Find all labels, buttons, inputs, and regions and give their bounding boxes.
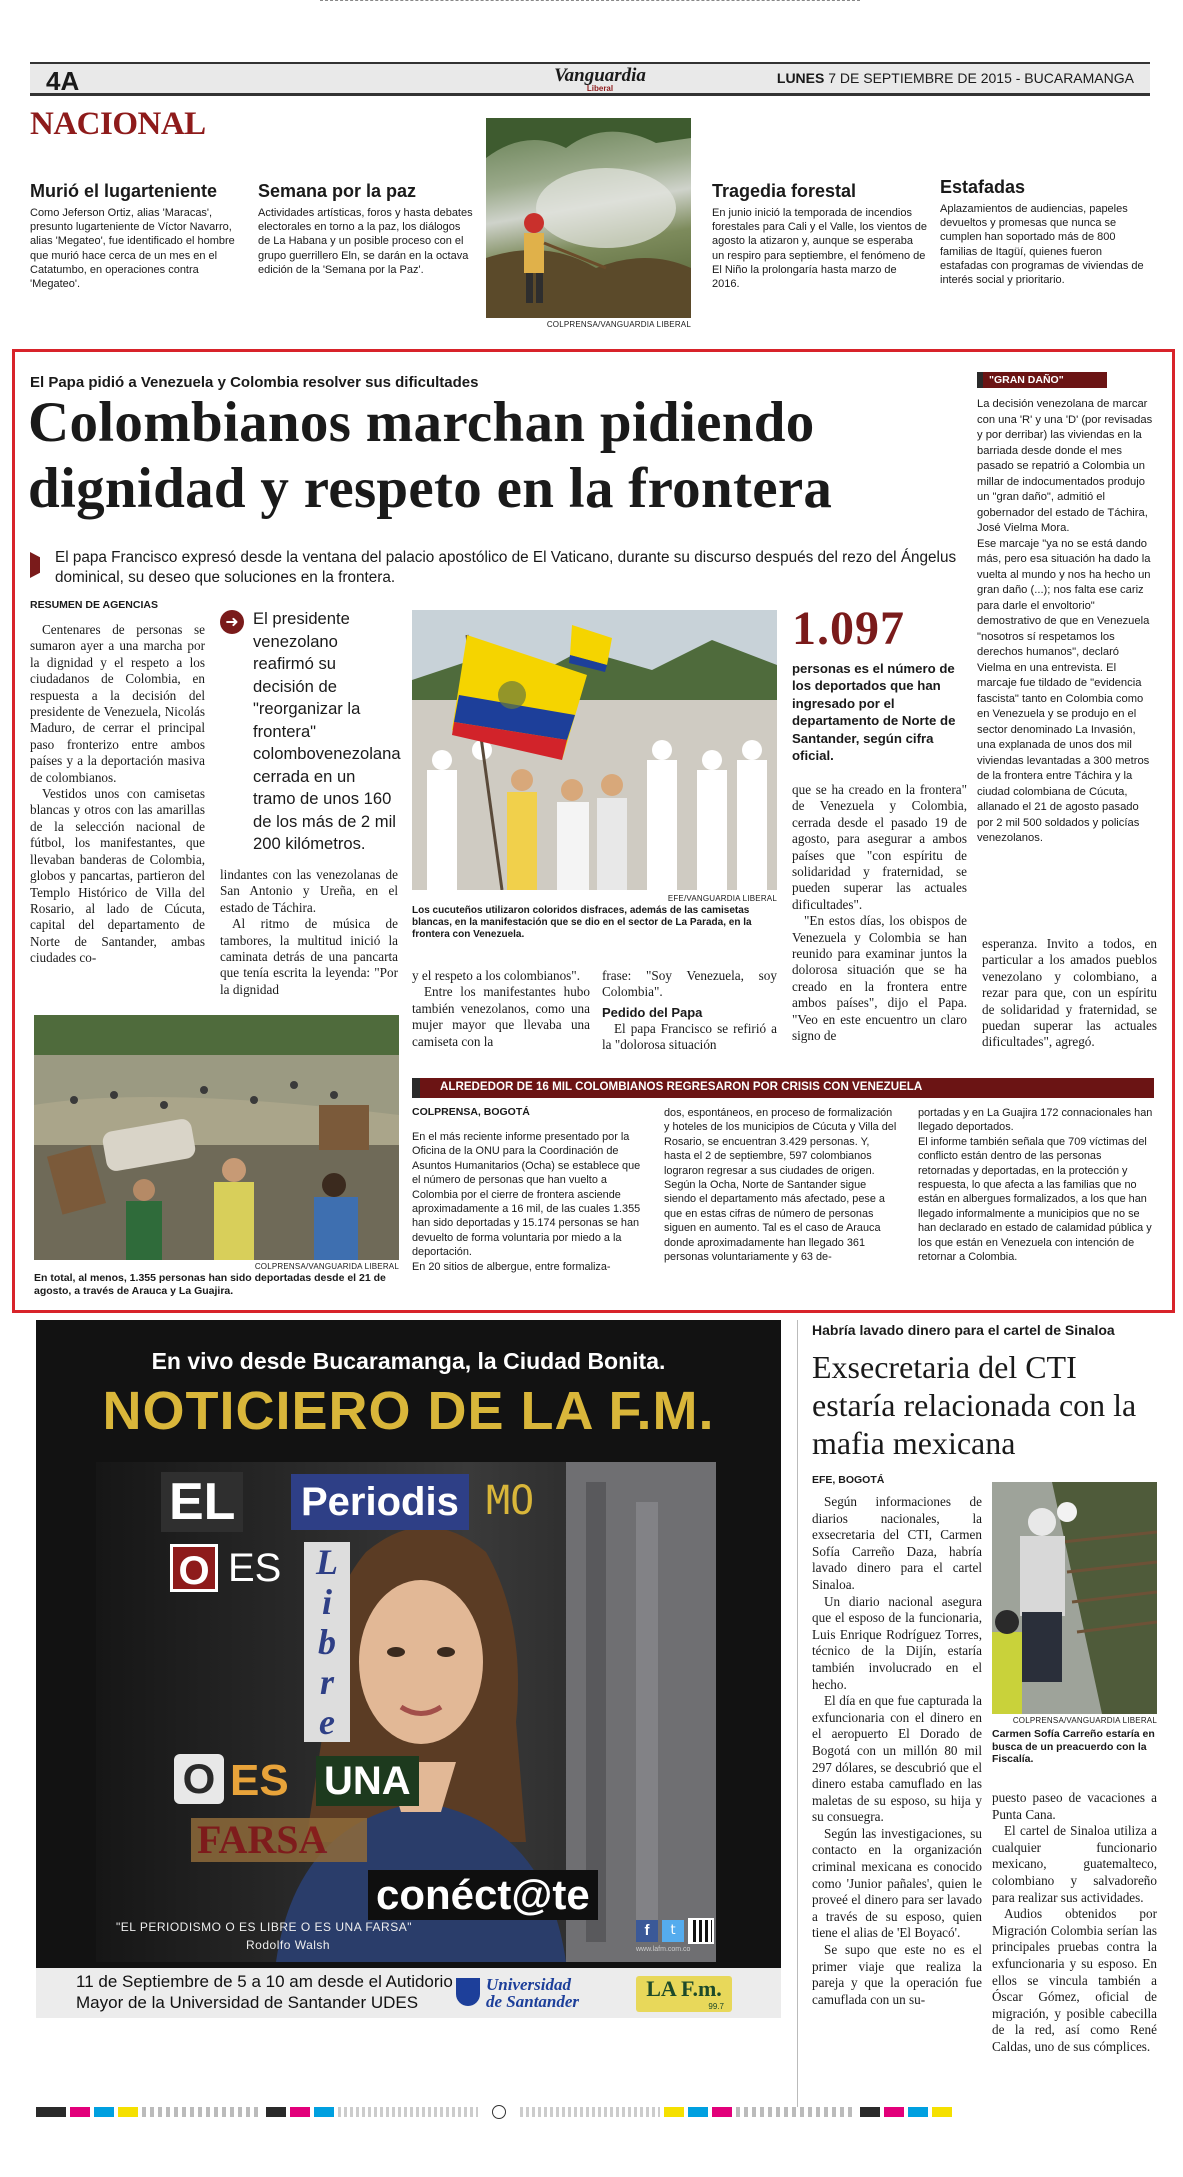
page-header: [30, 62, 1150, 96]
box-banner-text: ALREDEDOR DE 16 MIL COLOMBIANOS REGRESARON POR CRISIS CON VENEZUELA: [440, 1080, 923, 1093]
right-paragraph: Un diario nacional asegura que el esposo de la funcionaria, Luis Enrique Rodríguez Torres, técnico de la Dijín, estaría también involucrado en el hecho.: [812, 1593, 982, 1692]
box-paragraph: Según la Ocha, Norte de Santander sigue siendo el departamento más afectado, pese a que en estas cifras de número de personas siguen en aumento. Tal es el caso de Arauca donde aproximadamente han llegado 361 personas voluntariamente y 63 de-: [664, 1179, 885, 1264]
ad-word-una: UNA: [316, 1756, 419, 1806]
brief-1: [30, 180, 245, 291]
ad-event-line-2: Mayor de la Universidad de Santander UDES: [76, 1993, 419, 2012]
right-headline: Exsecretaria del CTI estaría relacionada con la mafia mexicana: [812, 1349, 1137, 1461]
sidebar-label: "GRAN DAÑO": [977, 372, 1107, 388]
box-column-2: [664, 1106, 899, 1264]
main-column-6: [982, 936, 1157, 1051]
brief-2: [258, 180, 473, 277]
issue-weekday: LUNES: [776, 70, 825, 86]
udes-shield-icon: [456, 1978, 480, 2006]
main-paragraph: Vestidos unos con camisetas blancas y otros con las amarillas de la selección nacional de fútbol, los manifestantes, que llevaban banderas de Colombia, globos y pancartas, partieron del Templo Histórico de Villa del Rosario, al lado de Cúcuta, capital del departamento de Norte de Santander, ambas ciudades co-: [30, 786, 205, 966]
issue-date: [777, 70, 1134, 86]
ad-word-es: ES: [228, 1546, 282, 1590]
ad-word-conectate: conéct@te: [368, 1870, 598, 1920]
ad-word-periodis: Periodis: [291, 1474, 469, 1530]
brief-title: Tragedia forestal: [712, 181, 857, 201]
logo-main: Vanguardia: [554, 65, 646, 86]
udes-logo: [456, 1976, 579, 2010]
registration-target-icon: [492, 2105, 506, 2119]
main-column-3: [412, 968, 590, 1050]
main-paragraph: Al ritmo de música de tambores, la multitud inició la caminata detrás de una pancarta que tenía escrita la leyenda: "Por la dignidad: [220, 916, 398, 997]
box-byline: COLPRENSA, BOGOTÁ: [412, 1106, 530, 1118]
main-column-5: [792, 782, 967, 1045]
qr-code-icon[interactable]: [688, 1918, 714, 1944]
headline-line-2: dignidad y respeto en la frontera: [28, 457, 833, 520]
main-kicker: El Papa pidió a Venezuela y Colombia resolver sus dificultades: [30, 374, 479, 391]
pullquote-text: El presidente venezolano reafirmó su decisión de "reorganizar la frontera" colombovenezolana cerrada en un tramo de unos 160 de los más de 2 mil 200 kilómetros.: [253, 609, 401, 853]
right-paragraph: El cartel de Sinaloa utiliza a cualquier funcionario mexicano, guatemalteco, colombiano y salvadoreño para realizar sus actividades.: [992, 1823, 1157, 1905]
forest-fire-illustration: [486, 118, 691, 318]
right-paragraph: Según las investigaciones, su contacto en la organización criminal mexicana es conocido como 'Junior pañales', quien le proveé el dinero para ser lavado a través de su esposo, quien tiene el alias de 'El Boyacó'.: [812, 1825, 982, 1941]
right-column-1: [812, 1494, 982, 2008]
sidebar-paragraph: La decisión venezolana de marcar con una 'R' y una 'D' (por revisadas y por derribar) las viviendas en la barriada desde donde el mes pasado se repatrió a Colombia un millar de indocumentados produjo un "gran daño", admitió el gobernador del estado de Táchira, José Vielma Mora.: [977, 398, 1153, 534]
main-byline: RESUMEN DE AGENCIAS: [30, 599, 158, 611]
forest-fire-photo: [486, 118, 691, 318]
ad-event-panel: [36, 1968, 781, 2018]
main-paragraph: frase: "Soy Venezuela, soy Colombia".: [602, 968, 777, 1000]
right-byline: EFE, BOGOTÁ: [812, 1474, 885, 1486]
main-paragraph: Entre los manifestantes hubo también venezolanos, como una mujer mayor que llevaba una camiseta con la: [412, 984, 590, 1049]
arrow-right-icon: ➜: [220, 610, 244, 634]
ad-quote: "EL PERIODISMO O ES LIBRE O ES UNA FARSA": [116, 1920, 412, 1934]
registration-marks-top: [320, 0, 860, 4]
libre-letter: i: [321, 1582, 332, 1622]
facebook-icon[interactable]: f: [636, 1920, 658, 1942]
ad-title: NOTICIERO DE LA F.M.: [102, 1381, 715, 1441]
main-headline: [28, 390, 978, 522]
brief-body: Como Jeferson Ortiz, alias 'Maracas', presunto lugarteniente de Víctor Navarro, alias 'Megateo', fue identificado el hombre que murió hace cerca de un mes en el Catatumbo, en operaciones contra 'Megateo'.: [30, 207, 235, 291]
ad-word-o2: O: [174, 1754, 224, 1804]
headline-line-1: Colombianos marchan pidiendo: [28, 391, 815, 454]
right-paragraph: El día en que fue capturada la exfuncionaria con el dinero en el aeropuerto El Dorado de Bogotá con un millón 80 mil 297 dólares, se descubrió que el dinero estaba camuflado en las maletas de su esposo, su hija y su consuegra.: [812, 1693, 982, 1825]
libre-letter: r: [319, 1662, 334, 1702]
brief-title: Semana por la paz: [258, 181, 417, 201]
ad-word-mo: MO: [486, 1478, 535, 1524]
right-story-rule: [797, 1320, 798, 2110]
ad-site[interactable]: www.lafm.com.co: [636, 1946, 691, 1953]
box-column-1: [412, 1130, 647, 1274]
newspaper-logo: [540, 67, 660, 93]
brief-title: Murió el lugarteniente: [30, 181, 218, 201]
march-photo-caption: Los cucuteños utilizaron coloridos disfraces, además de las camisetas blancas, en la manifestación que se dio en el sector de La Parada, en la frontera con Venezuela.: [412, 905, 752, 940]
main-paragraph: lindantes con las venezolanas de San Antonio y Ureña, en el estado de Táchira.: [220, 867, 398, 915]
lafm-name: LA F.m.: [646, 1976, 722, 2001]
stat-text: personas es el número de los deportados que han ingresado por el departamento de Norte de Santander, según cifra oficial.: [792, 661, 956, 764]
right-paragraph: Según informaciones de diarios nacionales, la exsecretaria del CTI, Carmen Sofía Carreño Daza, habría lavado dinero para el cartel Sinaloa.: [812, 1494, 982, 1592]
right-paragraph: Se supo que este no es el primer viaje que realiza la pareja y que la operación fue camuflada con un su-: [812, 1942, 982, 2007]
brief-3: [712, 180, 927, 291]
subhead-pedido: Pedido del Papa: [602, 1004, 703, 1020]
libre-letter: b: [318, 1622, 336, 1662]
right-kicker: Habría lavado dinero para el cartel de Sinaloa: [812, 1322, 1115, 1338]
brief-body: Aplazamientos de audiencias, papeles devueltos y promesas que nunca se cumplen han soportado más de 800 familias de Itagüí, quienes fueron estafadas con programas de viviendas de interés social y prioritario.: [940, 203, 1144, 287]
brief-body: Actividades artísticas, foros y hasta debates electorales en torno a la paz, los diálogos de La Habana y un posible proceso con el grupo guerrillero Eln, se darán en la octava edición de la 'Semana por la Paz'.: [258, 207, 473, 276]
ad-word-libre: [304, 1542, 350, 1742]
fire-photo-credit: COLPRENSA/VANGUARDIA LIBERAL: [546, 320, 691, 329]
issue-date-rest: 7 DE SEPTIEMBRE DE 2015 - BUCARAMANGA: [828, 70, 1134, 86]
brief-title: Estafadas: [940, 177, 1026, 197]
stat-number: 1.097: [792, 602, 905, 655]
page-number: 4A: [46, 66, 80, 96]
march-illustration: [412, 610, 777, 890]
ad-word-o: O: [170, 1544, 218, 1592]
box-banner: [412, 1078, 1154, 1098]
twitter-icon[interactable]: t: [662, 1920, 684, 1942]
ad-word-farsa: FARSA: [191, 1818, 367, 1862]
brief-body: En junio inició la temporada de incendios forestales para Cali y el Valle, los vientos de agosto la atizaron y, aunque se esperaba un respiro para septiembre, el fenómeno de El Niño la prolongaría hasta marzo de 2016.: [712, 207, 928, 291]
ad-tagline: En vivo desde Bucaramanga, la Ciudad Bonita.: [151, 1348, 666, 1374]
box-paragraph: En 20 sitios de albergue, entre formaliza-: [412, 1260, 611, 1273]
brief-4: [940, 176, 1150, 287]
pullquote: [220, 608, 400, 856]
right-column-2: [992, 1790, 1157, 2056]
river-crossing-illustration: [34, 1015, 399, 1260]
lafm-logo: [636, 1976, 732, 2012]
main-deck: El papa Francisco expresó desde la ventana del palacio apostólico de El Vaticano, durante su discurso después del rezo del Ángelus dominical, su deseo que soluciones en la frontera.: [55, 549, 957, 586]
carreno-photo: [992, 1482, 1157, 1714]
color-registration-bar: [36, 2105, 1156, 2119]
main-paragraph: El papa Francisco se refirió a la "dolorosa situación: [602, 1020, 777, 1053]
carreno-photo-caption: Carmen Sofía Carreño estaría en busca de un preacuerdo con la Fiscalía.: [992, 1728, 1155, 1765]
main-column-2: [220, 867, 398, 998]
main-paragraph: que se ha creado en la frontera" de Venezuela y Colombia, cerrada desde el pasado 19 de agosto, para asegurar a ambos países que "con espíritu de solidaridad y fraternidad, se pueden superar las actuales dificultades".: [792, 782, 967, 912]
ad-quote-author: Rodolfo Walsh: [246, 1938, 331, 1952]
udes-name-2: de Santander: [486, 1992, 580, 2011]
river-photo-credit: COLPRENSA/VANGUARIDA LIBERAL: [254, 1262, 399, 1271]
march-photo-credit: EFE/VANGUARDIA LIBERAL: [667, 894, 777, 903]
fm-advertisement: [36, 1320, 781, 2018]
box-paragraph: portadas y en La Guajira 172 connacionales han llegado deportados.: [918, 1107, 1153, 1134]
lafm-frequency: 99.7: [708, 2002, 724, 2011]
right-paragraph: puesto paseo de vacaciones a Punta Cana.: [992, 1790, 1157, 1822]
main-column-1: [30, 622, 205, 967]
ad-word-es2: ES: [230, 1756, 289, 1805]
river-crossing-photo: [34, 1015, 399, 1260]
box-paragraph: dos, espontáneos, en proceso de formalización y hoteles de los municipios de Cúcuta y Villa del Rosario, se encuentran 3.429 personas. Y, hasta el 2 de septiembre, 597 colombianos lograron regresar a sus ciudades de origen.: [664, 1107, 897, 1177]
box-paragraph: En el más reciente informe presentado por la Oficina de la ONU para la Coordinación de Asuntos Humanitarios (Ocha) se establece que el número de personas que han vuelto a Colombia por el cierre de frontera asciende aproximadamente a 16 mil, de las cuales 1.355 han sido deportadas y 15.174 personas se han devuelto de forma voluntaria por miedo a la deportación.: [412, 1131, 641, 1259]
march-photo: [412, 610, 777, 890]
section-title: NACIONAL: [30, 106, 206, 142]
box-column-3: [918, 1106, 1156, 1264]
sidebar-gran-dano: [977, 372, 1155, 847]
ad-event-line-1: 11 de Septiembre de 5 a 10 am desde el Autidorio: [76, 1972, 453, 1991]
logo-sub: Liberal: [586, 84, 614, 93]
right-paragraph: Audios obtenidos por Migración Colombia serían las principales pruebas contra la exfuncionaria y su esposo. En ellos se vincula también a Óscar Gómez, oficial de migración, y posible cabecilla de la red, así como René Caldas, uno de sus cómplices.: [992, 1906, 1157, 2054]
main-paragraph: "En estos días, los obispos de Venezuela y Colombia se han reunido para examinar juntos la dolorosa situación que se ha creado en la frontera entre ambos países", dijo el Papa. "Veo en este encuentro un claro signo de: [792, 913, 967, 1044]
box-paragraph: El informe también señala que 709 víctimas del conflicto están dentro de las personas retornadas y deportadas, en la protección y respuesta, lo que afecta a las familias que no están en albergues formalizados, a los que han llegado informalmente a municipios que no se han declarado en estado de calamidad pública y los que están en Venezuela con intención de retornar a Colombia.: [918, 1135, 1152, 1264]
udes-name-1: Universidad: [486, 1975, 571, 1994]
river-photo-caption: En total, al menos, 1.355 personas han sido deportadas desde el 21 de agosto, a través de Arauca y La Guajira.: [34, 1272, 386, 1297]
main-paragraph: Centenares de personas se sumaron ayer a una marcha por la dignidad y el respeto a los ciudadanos de Colombia, en respuesta a la decisión del presidente de Venezuela, Nicolás Maduro, de cerrar el principal paso fronterizo entre ambos países y a la deportación masiva de colombianos.: [30, 622, 205, 785]
ad-word-el: EL: [161, 1472, 243, 1532]
main-paragraph: y el respeto a los colombianos".: [412, 968, 580, 983]
libre-letter: L: [316, 1542, 338, 1582]
main-paragraph: esperanza. Invito a todos, en particular a los amados pueblos venezolano y colombiano, a rezar para que, con un espíritu de solidaridad y fraternidad, se puedan superar las actuales dificultades", agregó.: [982, 936, 1157, 1050]
sidebar-paragraph: Ese marcaje "ya no se está dando más, pero esa situación ha dado la vuelta al mundo y nos ha hecho un gran daño (...); nos falta ese cariz para darle el envoltorio" demostrativo de que en Venezuela "nosotros sí respetamos los derechos humanos", declaró Vielma en una entrevista. El marcaje fue tildado de "evidencia fascista" tanto en Colombia como en Venezuela y se produjo en el sector denominado La Invasión, una explanada de unos dos mil viviendas levantadas a 300 metros de la frontera entre Táchira y la ciudad colombiana de Cúcuta, allanado el 21 de agosto pasado por 2 mil 500 soldados y policías venezolanos.: [977, 537, 1151, 844]
ad-photo-area: [96, 1462, 716, 1962]
carreno-illustration: [992, 1482, 1157, 1714]
carreno-photo-credit: COLPRENSA/VANGUARDIA LIBERAL: [1012, 1716, 1157, 1725]
main-column-4: [602, 968, 777, 1054]
libre-letter: e: [319, 1702, 335, 1742]
